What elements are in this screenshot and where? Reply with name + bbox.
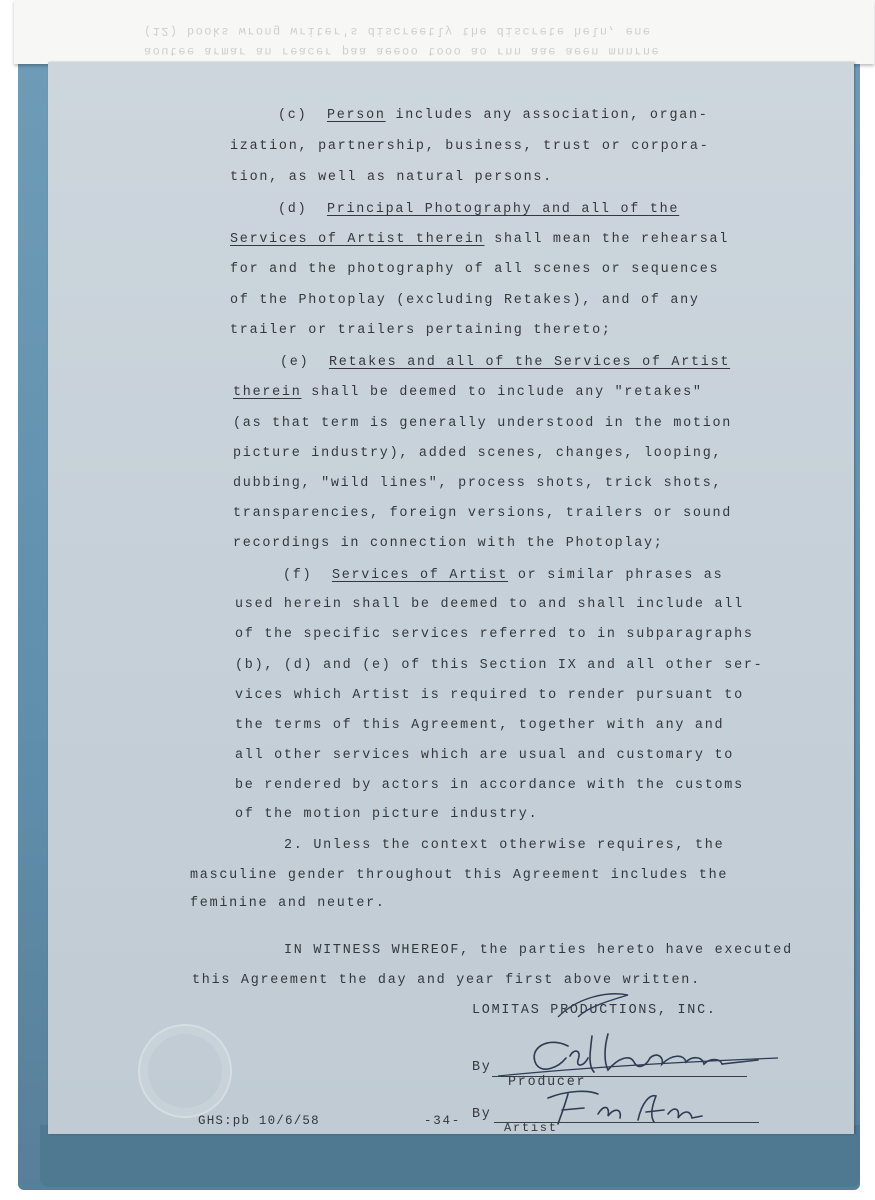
para-c-line-2: ization, partnership, business, trust or corpora-	[230, 139, 710, 154]
term-services-of-artist: Services of Artist	[331, 568, 509, 583]
para-e-text: shall be deemed to include any "retakes"	[301, 385, 703, 400]
para-e-line-6: transparencies, foreign versions, trailers or sound	[233, 506, 733, 521]
para-d-line-3: for and the photography of all scenes or sequences	[230, 262, 720, 277]
by-label-artist: By	[472, 1107, 492, 1122]
para-e-line-3: (as that term is generally understood in the motion	[233, 416, 733, 431]
artist-label: Artist	[504, 1121, 558, 1135]
para-d-line-2	[230, 232, 729, 248]
witness-line-2: this Agreement the day and year first above written.	[192, 973, 701, 988]
by-label-producer: By	[472, 1060, 492, 1075]
folder-bottom-edge	[40, 1125, 860, 1187]
para-d-line-5: trailer or trailers pertaining thereto;	[230, 323, 612, 338]
para-f-line-4: (b), (d) and (e) of this Section IX and all other ser-	[235, 658, 764, 673]
term-therein: therein	[233, 385, 302, 400]
para-2-line-3: feminine and neuter.	[190, 896, 386, 911]
term-services-therein: Services of Artist therein	[230, 232, 485, 247]
para-c-label: (c)	[278, 108, 308, 123]
para-c-text: includes any association, organ-	[385, 108, 709, 123]
term-principal-photography: Principal Photography and all of the	[326, 202, 680, 217]
embossed-seal	[138, 1024, 232, 1118]
para-2-line-2: masculine gender throughout this Agreement includes the	[190, 868, 729, 883]
para-e-label: (e)	[280, 355, 310, 370]
para-d-label: (d)	[278, 202, 308, 217]
term-person: Person	[326, 108, 386, 123]
para-f-line-1	[283, 568, 723, 584]
para-d-text: shall mean the rehearsal	[484, 232, 730, 247]
para-c-line-1	[278, 108, 709, 124]
para-d-line-4: of the Photoplay (excluding Retakes), and of any	[230, 293, 700, 308]
witness-line-1: IN WITNESS WHEREOF, the parties hereto have executed	[284, 943, 793, 958]
contract-page	[48, 62, 854, 1134]
producer-label: Producer	[508, 1075, 587, 1090]
para-c-line-3: tion, as well as natural persons.	[230, 170, 553, 185]
para-e-line-1	[280, 355, 730, 371]
bleed-through-line: aoutee armar an reacer paa aeeoo tooo ao rnn aae aeen mnnrne	[144, 44, 661, 58]
para-f-line-2: used herein shall be deemed to and shall include all	[235, 597, 744, 612]
para-d-line-1	[278, 202, 679, 218]
term-retakes: Retakes and all of the Services of Artist	[328, 355, 731, 370]
para-f-line-3: of the specific services referred to in subparagraphs	[235, 627, 754, 642]
para-e-line-7: recordings in connection with the Photoplay;	[233, 536, 664, 551]
previous-page-fold	[14, 0, 874, 64]
page-number: -34-	[424, 1114, 462, 1128]
para-f-line-8: be rendered by actors in accordance with the customs	[235, 778, 744, 793]
para-e-line-4: picture industry), added scenes, changes, looping,	[233, 446, 723, 461]
para-f-line-5: vices which Artist is required to render pursuant to	[235, 688, 744, 703]
para-f-line-6: the terms of this Agreement, together with any and	[235, 718, 725, 733]
bleed-through-line: (12) books wrong writer's discreetly the discrete heln, ene	[144, 24, 652, 38]
reference-initials: GHS:pb 10/6/58	[198, 1114, 320, 1128]
para-e-line-5: dubbing, "wild lines", process shots, trick shots,	[233, 476, 723, 491]
para-f-text: or similar phrases as	[508, 568, 724, 583]
para-f-label: (f)	[283, 568, 313, 583]
para-e-line-2	[233, 385, 703, 401]
para-f-line-9: of the motion picture industry.	[235, 807, 539, 822]
para-f-line-7: all other services which are usual and customary to	[235, 748, 735, 763]
signature-flourish	[548, 987, 638, 1023]
company-name: LOMITAS PRODUCTIONS, INC.	[472, 1003, 717, 1018]
para-2-line-1: 2. Unless the context otherwise requires, the	[284, 838, 725, 853]
